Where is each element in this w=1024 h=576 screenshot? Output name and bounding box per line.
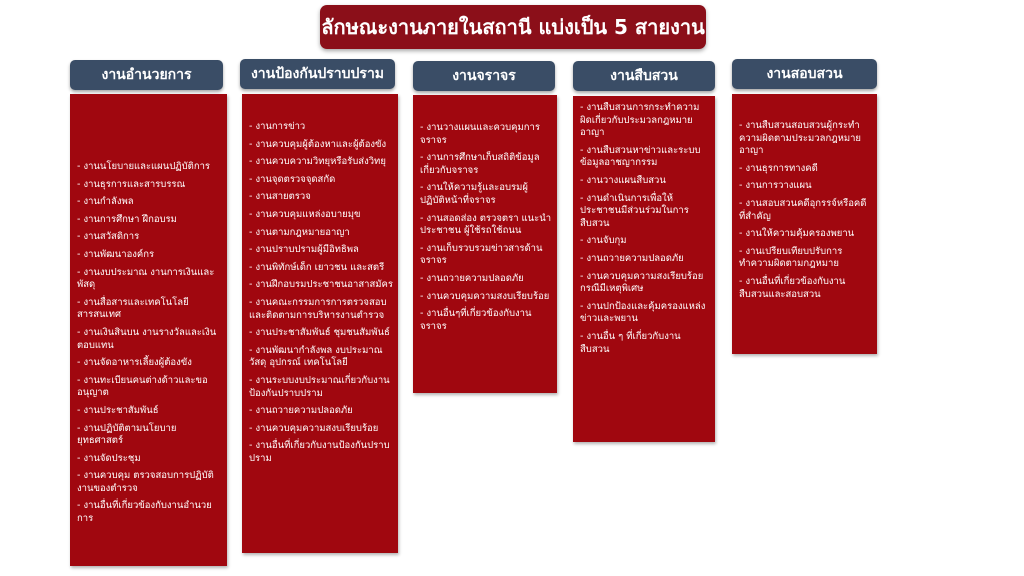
duty-list	[580, 102, 710, 356]
duty-item: - งานจัดประชุม	[77, 452, 141, 464]
duty-list	[77, 161, 222, 526]
duty-item: - งานทะเบียนคนต่างด้าวและขออนุญาต	[77, 374, 208, 399]
duty-item: - งานดำเนินการเพื่อให้ประชาชนมีส่วนร่วมในการสืบสวน	[580, 192, 689, 229]
duty-item: - งานเปรียบเทียบปรับการทำความผิดตามกฎหมาย	[739, 245, 843, 270]
column-heading: งานสืบสวน	[573, 61, 715, 91]
duty-item: - งานอื่นที่เกี่ยวข้องกับงานสืบสวนและสอบสวน	[739, 275, 846, 300]
duty-item: - งานคณะกรรมการการตรวจสอบและติดตามการบริหารงานตำรวจ	[249, 296, 387, 321]
duty-item: - งานอื่นที่เกี่ยวข้องกับงานอำนวยการ	[77, 500, 212, 525]
duty-item: - งานการศึกษาเก็บสถิติข้อมูลเกี่ยวกับจราจร	[420, 152, 540, 176]
duty-list-box	[732, 94, 877, 354]
duty-list	[739, 120, 872, 301]
duty-item: - งานการศึกษา ฝึกอบรม	[77, 213, 177, 225]
duty-item: - งานสื่อสารและเทคโนโลยีสารสนเทศ	[77, 296, 189, 321]
duty-item: - งานอื่นๆที่เกี่ยวข้องกับงานจราจร	[420, 308, 532, 332]
duty-item: - งานตามกฎหมายอาญา	[249, 226, 350, 238]
duty-item: - งานควบความวิทยุหรือรับส่งวิทยุ	[249, 156, 386, 168]
duty-list-box	[573, 96, 715, 442]
duty-item: - งานประชาสัมพันธ์	[77, 404, 159, 416]
duty-item: - งานงบประมาณ งานการเงินและพัสดุ	[77, 266, 215, 291]
duty-item: - งานประชาสัมพันธ์ ชุมชนสัมพันธ์	[249, 327, 390, 339]
duty-item: - งานสืบสวนการกระทำความผิดเกี่ยวกับประมวลกฎหมายอาญา	[580, 102, 700, 139]
duty-item: - งานให้ความคุ้มครองพยาน	[739, 228, 855, 240]
column-heading: งานป้องกันปราบปราม	[240, 59, 395, 89]
duty-item: - งานอื่น ๆ ที่เกี่ยวกับงานสืบสวน	[580, 330, 681, 355]
duty-item: - งานจัดอาหารเลี้ยงผู้ต้องขัง	[77, 357, 192, 369]
duty-item: - งานให้ความรู้และอบรมผู้ปฏิบัติหน้าที่จราจร	[420, 182, 528, 206]
duty-item: - งานการวางแผน	[739, 180, 812, 192]
duty-list-box	[70, 94, 227, 566]
duty-item: - งานธุรการทางคดี	[739, 162, 818, 174]
duty-item: - งานสอบสวนคดีอุกรรจ์หรือคดี ที่สำคัญ	[739, 197, 867, 222]
duty-item: - งานจุดตรวจจุดสกัด	[249, 173, 336, 185]
column-heading: งานอำนวยการ	[70, 60, 223, 90]
duty-item: - งานสอดส่อง ตรวจตรา แนะนำประชาชน ผู้ใช้รถใช้ถนน	[420, 212, 552, 237]
duty-item: - งานการข่าว	[249, 121, 306, 132]
duty-item: - งานควบคุมแหล่งอบายมุข	[249, 208, 361, 220]
duty-item: - งานนโยบายและแผนปฏิบัติการ	[77, 161, 211, 172]
duty-list-box	[242, 94, 398, 553]
duty-item: - งานควบคุมความสงบเรียบร้อย	[420, 290, 550, 302]
duty-item: - งานปฏิบัติตามนโยบายยุทธศาสตร์	[77, 422, 177, 447]
duty-item: - งานพิทักษ์เด็ก เยาวชน และสตรี	[249, 261, 385, 273]
duty-item: - งานวางแผนสืบสวน	[580, 174, 666, 186]
duty-item: - งานธุรการและสารบรรณ	[77, 178, 186, 190]
column-heading: งานสอบสวน	[732, 59, 877, 89]
duty-item: - งานฝึกอบรมประชาชนอาสาสมัคร	[249, 279, 393, 291]
duty-item: - งานสืบสวนหาข่าวและระบบข้อมูลอาชญากรรม	[580, 144, 701, 169]
column-heading: งานจราจร	[413, 61, 555, 91]
duty-item: - งานเงินสินบน งานรางวัลและเงินตอบแทน	[77, 326, 217, 351]
duty-list	[420, 122, 552, 333]
duty-item: - งานถวายความปลอดภัย	[420, 272, 524, 284]
duty-item: - งานควบคุมผู้ต้องหาและผู้ต้องขัง	[249, 138, 387, 150]
duty-item: - งานกำลังพล	[77, 196, 134, 208]
duty-item: - งานระบบงบประมาณเกี่ยวกับงานป้องกันปราบปราม	[249, 374, 390, 399]
duty-item: - งานควบคุมความสงเรียบร้อยกรณีมีเหตุพิเศษ	[580, 270, 704, 295]
duty-item: - งานควบคุมความสงบเรียบร้อย	[249, 422, 379, 434]
duty-item: - งานอื่นที่เกี่ยวกับงานป้องกันปราบปราม	[249, 440, 390, 464]
duty-item: - งานสืบสวนสอบสวนผู้กระทำความผิดตามประมวลกฎหมายอาญา	[739, 120, 861, 157]
duty-item: - งานสายตรวจ	[249, 191, 311, 203]
chart-title: ลักษณะงานภายในสถานี แบ่งเป็น 5 สายงาน	[320, 5, 706, 49]
duty-item: - งานพัฒนาองค์กร	[77, 248, 155, 260]
duty-item: - งานปราบปรามผู้มีอิทธิพล	[249, 244, 359, 256]
duty-item: - งานวางแผนและควบคุมการจราจร	[420, 122, 540, 146]
duty-item: - งานถวายความปลอดภัย	[580, 252, 684, 264]
duty-item: - งานสวัสดิการ	[77, 231, 140, 243]
duty-list-box	[413, 95, 557, 393]
duty-item: - งานถวายความปลอดภัย	[249, 405, 353, 417]
duty-item: - งานพัฒนากำลังพล งบประมาณ วัสดุ อุปกรณ์ เทคโนโลยี	[249, 344, 383, 369]
duty-list	[249, 121, 393, 465]
duty-item: - งานควบคุม ตรวจสอบการปฏิบัติงานของตำรวจ	[77, 470, 214, 494]
duty-item: - งานจับกุม	[580, 235, 627, 247]
duty-item: - งานเก็บรวบรวมข่าวสารด้านจราจร	[420, 242, 543, 267]
duty-item: - งานปกป้องและคุ้มครองแหล่งข่าวและพยาน	[580, 300, 706, 325]
